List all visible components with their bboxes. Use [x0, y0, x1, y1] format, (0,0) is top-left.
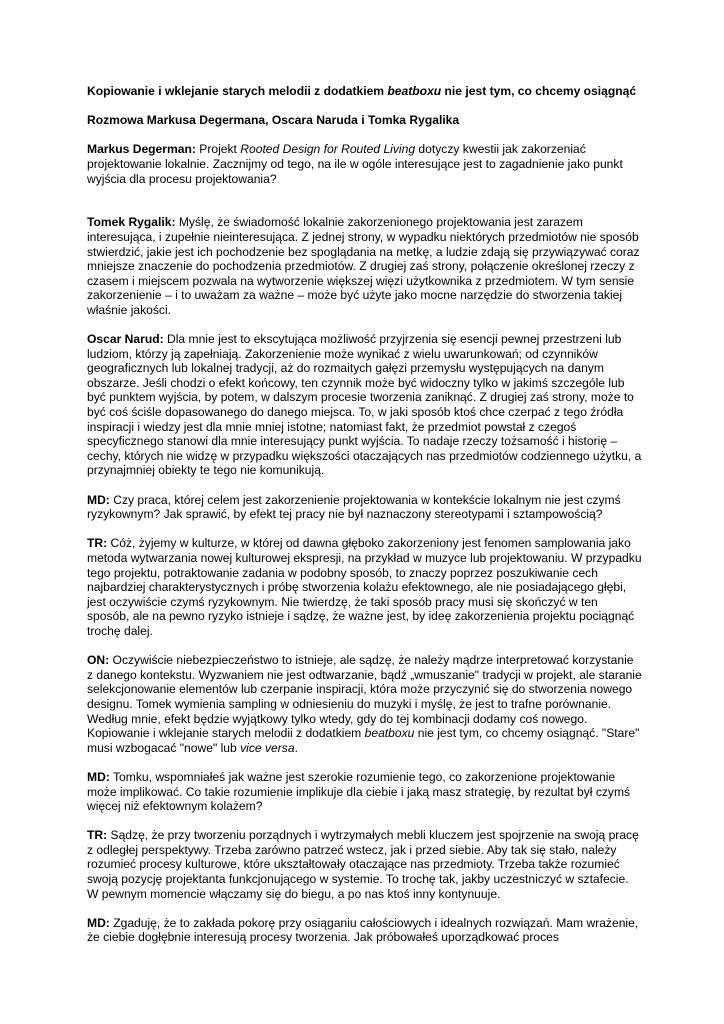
speaker-name: ON:: [87, 653, 110, 668]
paragraph-text: .: [294, 740, 298, 755]
speaker-name: Markus Degerman:: [87, 142, 196, 157]
beatbox-italic: beatboxu: [364, 726, 415, 741]
paragraph-md-question-strategy: [87, 770, 642, 814]
paragraph-text: Oczywiście niebezpieczeństwo to istnieje, ale sądzę, że należy mądrze interpretować korzystanie z danego kontekstu. Wyzwaniem nie jest odtwarzanie, bądź „wmuszanie" tradycji w projekt, ale staranie selekcjonowanie elementów lub czerpanie inspiracji, która może przyczynić się do stworzenia nowego designu. Tomek wymienia sampling w odniesieniu do muzyki i myślę, że jest to trafne porównanie. Według mnie, efekt będzie wyjątkowy tylko wtedy, gdy do tej kombinacji dodamy coś nowego. Kopiowanie i wklejanie starych melodii z dodatkiem: [87, 653, 642, 741]
title-text-part1: Kopiowanie i wklejanie starych melodii z dodatkiem: [87, 84, 388, 98]
speaker-name: Oscar Narud:: [87, 332, 164, 347]
paragraph-text: Tomku, wspomniałeś jak ważne jest szerokie rozumienie tego, co zakorzenione projektowanie może implikować. Co takie rozumienie implikuje dla ciebie i jaką masz strategię, by rezultat był czymś więcej niż efektownym kolażem?: [87, 769, 631, 814]
paragraph-tr-furniture: [87, 828, 642, 901]
paragraph-text: Dla mnie jest to ekscytująca możliwość przyjrzenia się esencji pewnej przestrzeni lub ludziom, którzy ją zapełniają. Zakorzenienie może wynikać z wielu uwarunkowań; od czynników geograficznych lub lokalnej tradycji, aż do rozmaitych gałęzi przemysłu występujących na danym obszarze. Jeśli chodzi o efekt końcowy, ten czynnik może być widoczny tylko w jakimś szczególe lub być punktem wyjścia, by potem, w dalszym procesie tworzenia zaniknąć. Z drugiej zaś strony, może to być coś ściśle dopasowanego do danego miejsca. To, w jaki sposób ktoś chce czerpać z tego źródła inspiracji i wiedzy jest dla mnie mniej istotne; natomiast fakt, że przedmiot powstał z czegoś specyficznego stanowi dla mnie interesujący punkt wyjścia. To nadaje rzeczy tożsamość i historię – cechy, których nie widzę w przypadku większości otaczających nas przedmiotów codziennego użytku, a przynajmniej obiekty te tego nie komunikują.: [87, 332, 642, 478]
title-text-part2: nie jest tym, co chcemy osiągnąć: [441, 84, 637, 98]
paragraph-on-danger: [87, 653, 642, 755]
speaker-name: TR:: [87, 828, 108, 843]
document-page: [87, 84, 642, 960]
paragraph-markus-degerman-intro: [87, 142, 642, 186]
paragraph-text: Cóż, żyjemy w kulturze, w której od dawna głęboko zakorzeniony jest fenomen samplowania jako metoda wytwarzania nowej kulturowej ekspresji, na przykład w muzyce lub projektowaniu. W przypadku tego projektu, potraktowanie zadania w podobny sposób, to znaczy poprzez poszukiwanie cech najbardziej charakterystycznych i próbę stworzenia kolażu efektownego, ale nie posiadającego głębi, jest oczywiście czymś ryzykownym. Nie twierdzę, że taki sposób pracy musi się skończyć w ten sposób, ale na pewno ryzyko istnieje i sądzę, że ważne jest, by ideę zakorzenienia projektu pociągnąć trochę dalej.: [87, 536, 642, 638]
paragraph-text: Projekt: [195, 142, 241, 157]
document-title: [87, 84, 642, 99]
paragraph-tr-sampling: [87, 536, 642, 638]
paragraph-text: Zgaduję, że to zakłada pokorę przy osiąganiu całościowych i idealnych rozwiązań. Mam wrażenie, że ciebie dogłębnie interesują procesy tworzenia. Jak próbowałeś uporządkować proces: [87, 915, 639, 945]
speaker-name: TR:: [87, 536, 108, 551]
paragraph-text: Sądzę, że przy tworzeniu porządnych i wytrzymałych mebli kluczem jest spojrzenie na swoją pracę z odległej perspektywy. Trzeba zarówno patrzeć wstecz, jak i przed siebie. Aby tak się stało, należy rozumieć procesy kulturowe, które ukształtowały otaczające nas przedmioty. Trzeba także rozumieć swoją pozycję projektanta funkcjonującego w systemie. To trochę tak, jakby uczestniczyć w sztafecie. W pewnym momencie włączamy się do biegu, a po nas ktoś inny kontynuuje.: [87, 828, 639, 901]
speaker-name: MD:: [87, 769, 110, 784]
title-italic-word: beatboxu: [387, 84, 442, 98]
paragraph-md-question-risk: [87, 493, 642, 522]
vice-versa-italic: vice versa: [240, 740, 295, 755]
speaker-name: MD:: [87, 915, 110, 930]
paragraph-text: dotyczy kwestii jak zakorzeniać projektowanie lokalnie. Zacznijmy od tego, na ile w ogóle interesujące jest to zagadnienie jako punkt wyjścia dla procesu projektowania?: [87, 142, 623, 186]
project-title-italic: Rooted Design for Routed Living: [240, 142, 416, 157]
speaker-name: MD:: [87, 492, 110, 507]
paragraph-text: nie jest tym, co chcemy osiągnąć. "Stare" musi wzbogacać "nowe" lub: [87, 726, 640, 755]
paragraph-oscar-narud: [87, 332, 642, 478]
paragraph-text: Myślę, że świadomość lokalnie zakorzenionego projektowania jest zarazem interesująca, i zupełnie nieinteresująca. Z jednej strony, w wypadku niektórych przedmiotów nie sposób stwierdzić, jakie jest ich pochodzenie bez spoglądania na metkę, a ludzie zdają się przywiązywać coraz mniejsze znaczenie do pochodzenia przedmiotów. Z drugiej zaś strony, połączenie określonej rzeczy z czasem i miejscem pozwala na wytworzenie większej więzi użytkownika z przedmiotem. W tym sensie zakorzenienie – i to uważam za ważne – może być użyte jako mocne narzędzie do stworzenia takiej właśnie jakości.: [87, 215, 640, 317]
paragraph-md-question-process: [87, 916, 642, 945]
paragraph-text: Czy praca, której celem jest zakorzenienie projektowania w kontekście lokalnym nie jest czymś ryzykownym? Jak sprawić, by efekt tej pracy nie był naznaczony stereotypami i sztampowością?: [87, 492, 621, 522]
paragraph-tomek-rygalik: [87, 215, 642, 317]
speaker-name: Tomek Rygalik:: [87, 215, 176, 230]
document-subtitle: Rozmowa Markusa Degermana, Oscara Naruda i Tomka Rygalika: [87, 113, 460, 128]
